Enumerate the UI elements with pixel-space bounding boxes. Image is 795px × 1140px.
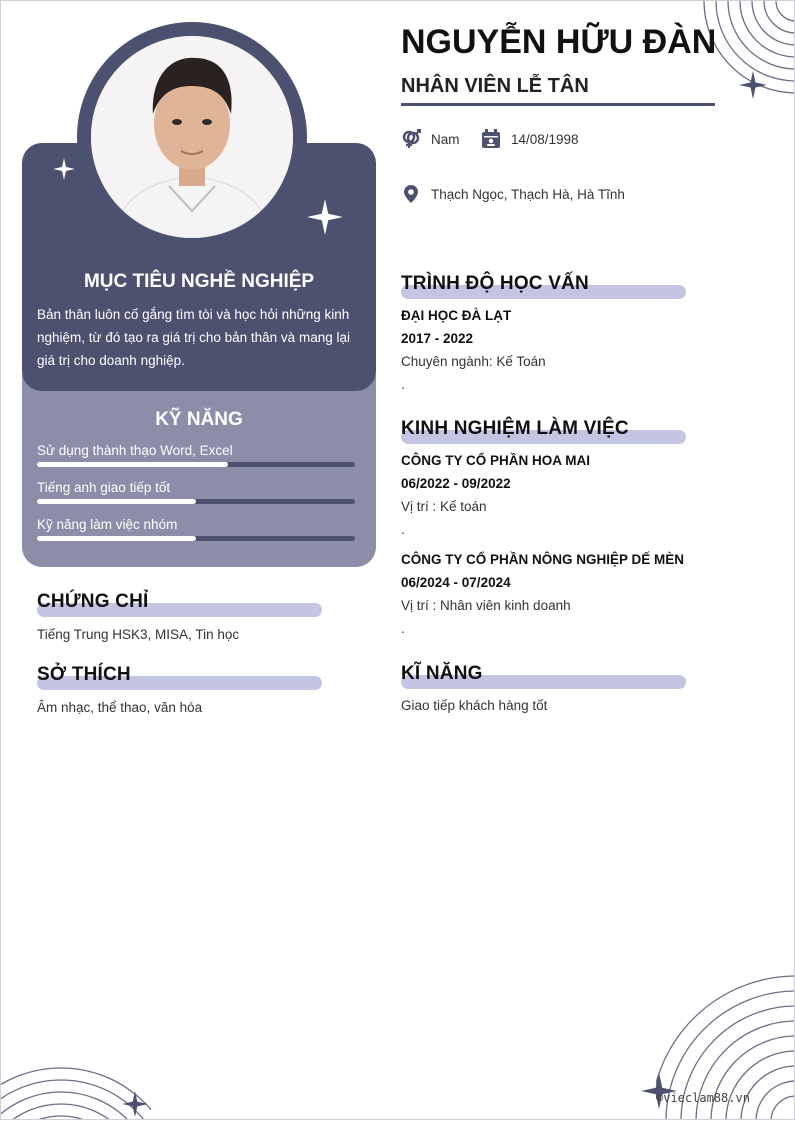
company-name: CÔNG TY CỔ PHẦN HOA MAI — [401, 453, 591, 468]
birthdate-info — [481, 129, 579, 149]
sparkle-icon — [122, 1091, 148, 1117]
sparkle-icon — [307, 199, 343, 235]
skill-item — [37, 517, 355, 541]
other-skills-text: Giao tiếp khách hàng tốt — [401, 698, 548, 713]
portrait-illustration — [91, 36, 293, 238]
job-period: 06/2024 - 07/2024 — [401, 575, 511, 590]
sparkle-icon — [739, 71, 767, 99]
hobbies-title: SỞ THÍCH — [37, 664, 131, 685]
address-value: Thạch Ngọc, Thạch Hà, Hà Tĩnh — [431, 186, 625, 202]
gender-value: Nam — [431, 131, 460, 147]
avatar — [91, 36, 293, 238]
education-section — [401, 273, 701, 396]
skill-level-fill — [37, 499, 196, 504]
education-title: TRÌNH ĐỘ HỌC VẤN — [401, 273, 589, 294]
objective-text: Bản thân luôn cố gắng tìm tòi và học hỏi những kinh nghiệm, từ đó tạo ra giá trị cho bản thân và mang lại giá trị cho doanh nghiệp. — [37, 307, 350, 368]
job-position: Vị trí : Kế toán — [401, 499, 487, 514]
experience-entry — [401, 449, 701, 541]
skill-level-bar — [37, 536, 355, 541]
job-period: 06/2022 - 09/2022 — [401, 476, 511, 491]
skill-level-bar — [37, 462, 355, 467]
job-position: Vị trí : Nhân viên kinh doanh — [401, 598, 571, 613]
experience-entry — [401, 548, 701, 640]
sparkle-icon — [53, 158, 75, 180]
skill-item — [37, 480, 355, 504]
skill-name: Kỹ năng làm việc nhóm — [37, 517, 178, 532]
skill-level-fill — [37, 536, 196, 541]
experience-section — [401, 418, 701, 640]
skill-level-bar — [37, 499, 355, 504]
skill-level-fill — [37, 462, 228, 467]
skill-item — [37, 443, 355, 467]
other-skills-section — [401, 663, 701, 717]
watermark: ©vieclam88.vn — [656, 1091, 750, 1105]
education-period: 2017 - 2022 — [401, 331, 474, 346]
gender-info — [401, 129, 460, 149]
certificates-title: CHỨNG CHỈ — [37, 591, 149, 612]
candidate-name: NGUYỄN HỮU ĐÀN — [401, 23, 717, 61]
gender-icon — [401, 129, 421, 149]
education-major: Chuyên ngành: Kế Toán — [401, 354, 546, 369]
skill-name: Tiếng anh giao tiếp tốt — [37, 480, 171, 495]
job-note: . — [401, 621, 405, 636]
other-skills-title: KĨ NĂNG — [401, 663, 483, 684]
school-name: ĐẠI HỌC ĐÀ LẠT — [401, 308, 512, 323]
experience-title: KINH NGHIỆM LÀM VIỆC — [401, 418, 629, 439]
job-note: . — [401, 522, 405, 537]
hobbies-section — [37, 664, 337, 719]
education-note: . — [401, 377, 405, 392]
certificates-section — [37, 591, 337, 646]
certificates-text: Tiếng Trung HSK3, MISA, Tin học — [37, 627, 240, 642]
address-info — [401, 184, 625, 204]
company-name: CÔNG TY CỔ PHẦN NÔNG NGHIỆP DẾ MÈN — [401, 552, 685, 567]
title-divider — [401, 103, 715, 106]
objective-title: MỤC TIÊU NGHỀ NGHIỆP — [83, 271, 315, 292]
skill-name: Sử dụng thành thạo Word, Excel — [37, 443, 233, 458]
hobbies-text: Âm nhạc, thể thao, văn hóa — [37, 700, 203, 715]
skills-title: KỸ NĂNG — [155, 409, 243, 430]
birthdate-value: 14/08/1998 — [511, 131, 579, 147]
calendar-icon — [481, 129, 501, 149]
skills-box — [22, 375, 376, 567]
job-title: NHÂN VIÊN LỄ TÂN — [401, 75, 589, 97]
location-icon — [401, 184, 421, 204]
